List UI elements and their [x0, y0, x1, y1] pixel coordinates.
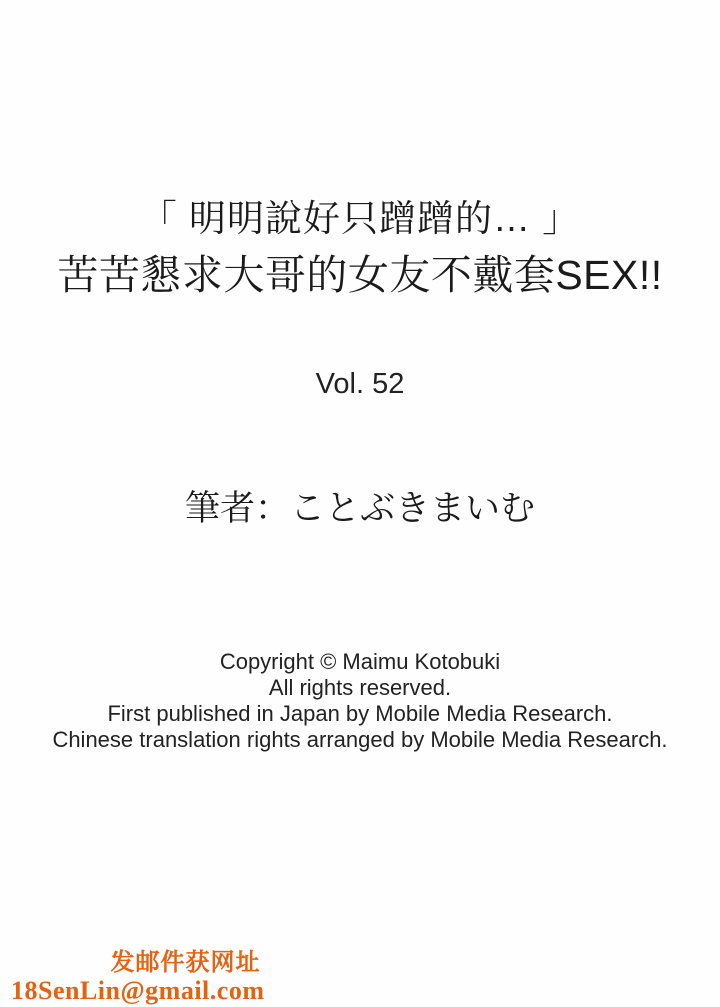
watermark-cta-text: 发邮件获网址: [110, 950, 261, 976]
author-line: 筆者：ことぶきまいむ: [184, 489, 535, 528]
book-title-line2: 苦苦懇求大哥的女友不戴套SEX!!: [57, 252, 663, 298]
watermark-email: 18SenLin@gmail.com: [11, 976, 265, 1005]
first-published-line: First published in Japan by Mobile Media Research.: [107, 701, 613, 726]
book-title: [0, 197, 720, 298]
translation-rights-line: Chinese translation rights arranged by Mobile Media Research.: [52, 727, 668, 752]
volume-number: Vol. 52: [315, 368, 405, 400]
rights-reserved-line: All rights reserved.: [268, 675, 452, 700]
copyright-block: [0, 649, 720, 753]
translator-watermark: [11, 950, 264, 1005]
book-title-line1: 「 明明說好只蹭蹭的… 」: [139, 198, 581, 239]
copyright-line: Copyright © Maimu Kotobuki: [219, 649, 501, 674]
